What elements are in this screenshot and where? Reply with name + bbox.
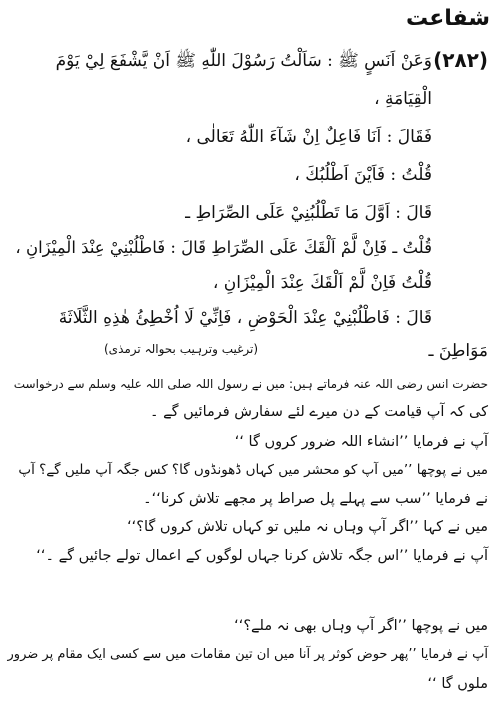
arabic-line: فَقَالَ : اَنَا فَاعِلٌ اِنْ شَآءَ اللّٰهُ تَعَالٰى ، [185,127,432,147]
section-title: شفاعت [405,6,490,31]
urdu-line: حضرت انس رضی اللہ عنہ فرماتے ہیں: میں نے رسول اللہ صلی اللہ علیہ وسلم سے درخواست [13,377,488,391]
arabic-line: قَالَ : فَاطْلُبْنِيْ عِنْدَ الْحَوْضِ ، فَاِنِّيْ لَا اُخْطِئُ هٰذِهِ الثَّلَاثَةَ [58,308,432,328]
urdu-line: میں نے پوچھا ’’میں آپ کو محشر میں کہاں ڈھونڈوں گا؟ کس جگہ آپ ملیں گے؟ آپ [18,462,488,478]
arabic-line: الْقِيَامَةِ ، [374,89,432,109]
arabic-line: قُلْتُ ـ فَاِنْ لَّمْ اَلْقَكَ عَلَى الصِّرَاطِ قَالَ : فَاطْلُبْنِيْ عِنْدَ الْمِيْزَانِ ، [15,238,432,257]
arabic-line: مَوَاطِنَ ـ [428,341,488,361]
arabic-line: قُلْتُ فَاِنْ لَّمْ اَلْقَكَ عِنْدَ الْمِيْزَانِ ، [212,273,432,293]
urdu-line: نے فرمایا ’’سب سے پہلے پل صراط پر مجھے تلاش کرنا‘‘۔ [143,491,488,507]
arabic-line: قُلْتُ : فَاَيْنَ اَطْلُبُكَ ، [294,165,432,185]
urdu-line: کی کہ آپ قیامت کے دن میرے لئے سفارش فرمائیں گے ۔ [150,404,488,420]
source-reference: (ترغیب وترہیب بحوالہ ترمذی) [104,342,259,356]
urdu-line: ملوں گا ‘‘ [427,676,488,692]
urdu-line: آپ نے فرمایا ’’پھر حوض کوثر پر آنا میں ان تین مقامات میں سے کسی ایک مقام پر ضرور [7,647,488,662]
arabic-line: قَالَ : اَوَّلَ مَا تَطْلُبُنِيْ عَلَى الصِّرَاطِ ـ [185,203,432,223]
urdu-line: میں نے پوچھا ’’اگر آپ وہاں بھی نہ ملے؟‘‘ [234,618,488,634]
arabic-line: وَعَنْ اَنَسٍ ﷺ : سَاَلْتُ رَسُوْلَ اللّٰهِ ﷺ اَنْ يَّشْفَعَ لِيْ يَوْمَ [55,51,432,71]
hadith-number: (۲۸۲) [433,48,488,72]
urdu-line: آپ نے فرمایا ’’انشاء اللہ ضرور کروں گا ‘‘ [234,434,488,450]
urdu-line: میں نے کہا ’’اگر آپ وہاں نہ ملیں تو کہاں تلاش کروں گا؟‘‘ [127,519,488,535]
urdu-line: آپ نے فرمایا ’’اس جگہ تلاش کرنا جہاں لوگوں کے اعمال تولے جائیں گے ۔‘‘ [36,548,488,564]
